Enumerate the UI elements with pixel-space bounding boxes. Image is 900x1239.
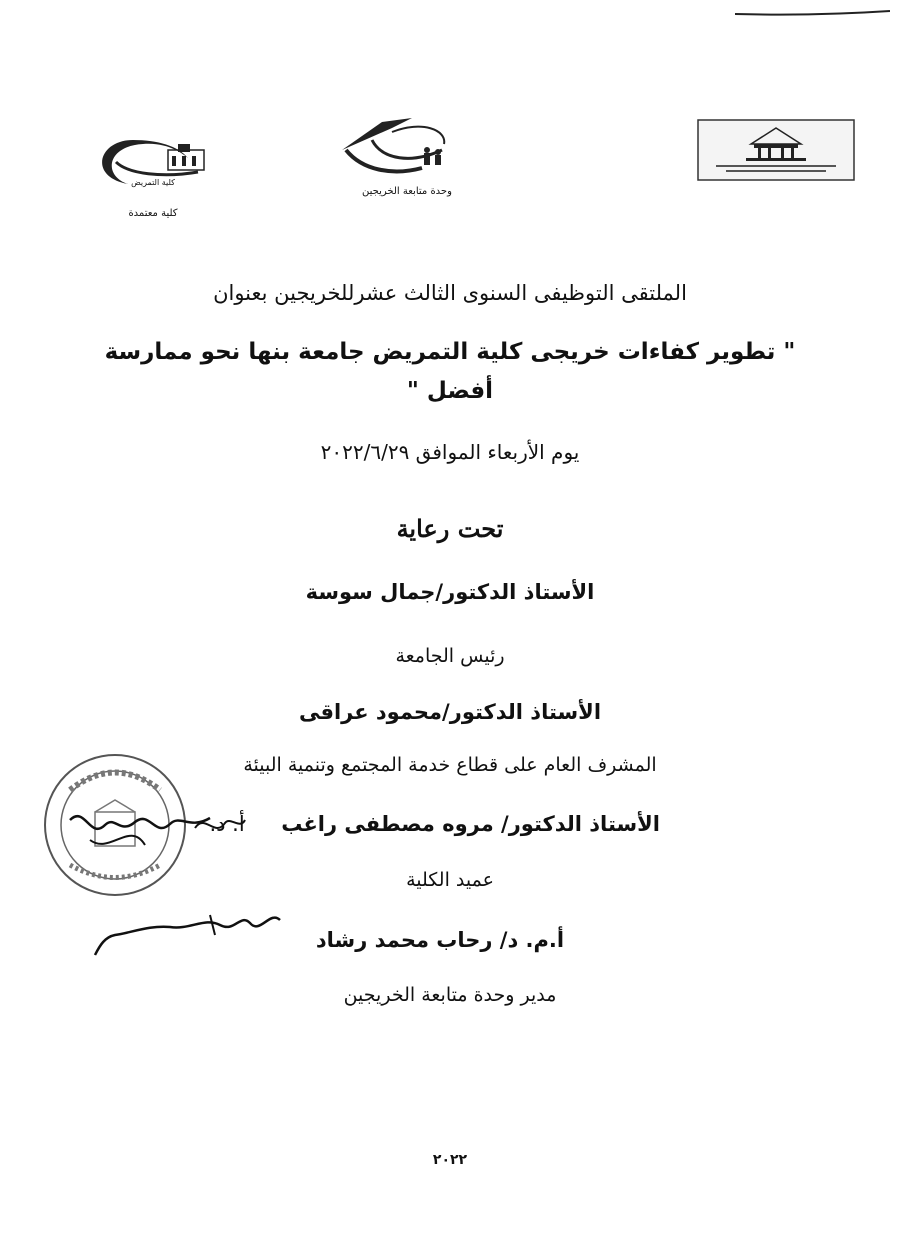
left-logo-small-text: كلية التمريض: [131, 178, 175, 187]
patron-role-3: عميد الكلية: [406, 869, 494, 891]
patron-role-2: المشرف العام على قطاع خدمة المجتمع وتنمية البيئة: [243, 754, 657, 776]
event-date: يوم الأربعاء الموافق ٢٠٢٢/٦/٢٩: [320, 440, 580, 464]
patron-name-3-prefix: أ. د.: [209, 812, 245, 836]
patronage-heading: تحت رعاية: [396, 514, 504, 543]
footer-year: ٢٠٢٢: [432, 1152, 468, 1168]
patron-role-1: رئيس الجامعة: [395, 645, 505, 667]
faculty-accredited-logo: [88, 132, 218, 222]
scan-edge-line: [735, 10, 890, 16]
mid-logo-caption: وحدة متابعة الخريجين: [362, 186, 452, 197]
theme-title-line-1: " تطوير كفاءات خريجى كلية التمريض جامعة بنها نحو ممارسة: [104, 339, 796, 365]
patron-name-2: الأستاذ الدكتور/محمود عراقى: [298, 700, 602, 724]
director-signature: [90, 905, 290, 960]
left-logo-caption: كلية معتمدة: [128, 208, 178, 219]
bird-wave-icon: [332, 110, 482, 185]
university-logo: [696, 118, 856, 182]
forum-title: الملتقى التوظيفى السنوى الثالث عشرللخريجين بعنوان: [213, 281, 687, 305]
dean-initial-mark: [190, 808, 250, 844]
patron-role-4: مدير وحدة متابعة الخريجين: [343, 984, 557, 1006]
patron-name-3-text: الأستاذ الدكتور/ مروه مصطفى راغب: [281, 812, 660, 836]
patron-name-4: أ.م. د/ رحاب محمد رشاد: [315, 928, 565, 952]
graduates-unit-logo: [332, 110, 482, 205]
university-building-icon: [696, 118, 856, 182]
patron-name-3: [209, 812, 660, 836]
theme-title-line-2: أفضل ": [406, 378, 494, 404]
patron-name-1: الأستاذ الدكتور/جمال سوسة: [305, 580, 595, 604]
